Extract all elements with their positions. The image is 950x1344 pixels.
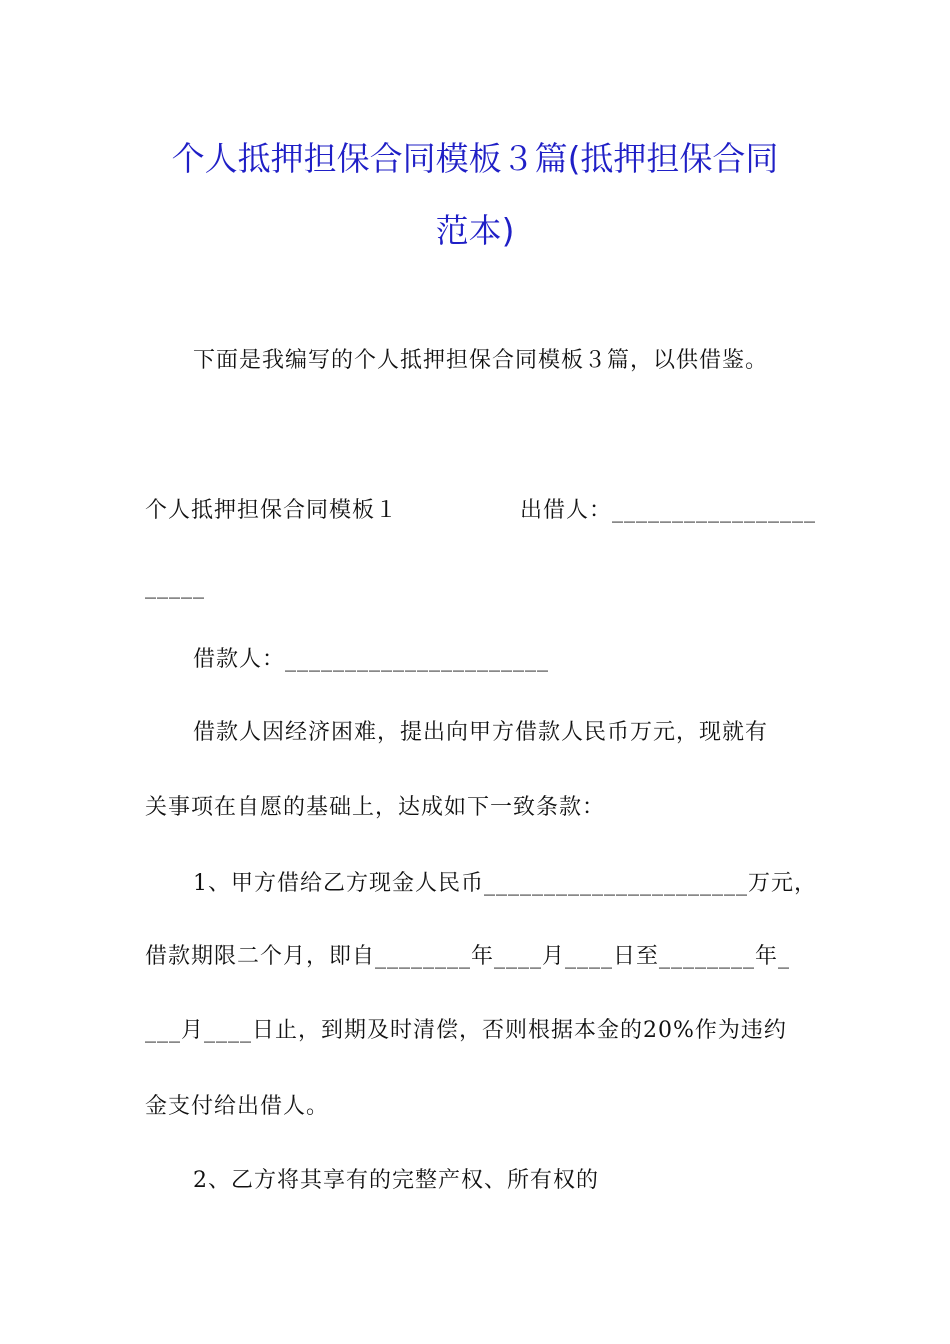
paragraph-1-line-1: 借款人因经济困难，提出向甲方借款人民币万元，现就有 bbox=[193, 720, 769, 745]
clause-2-line-1: 2、乙方将其享有的完整产权、所有权的 bbox=[193, 1168, 599, 1193]
intro-text: 下面是我编写的个人抵押担保合同模板３篇，以供借鉴。 bbox=[193, 348, 769, 373]
document-title-line-2: 范本) bbox=[435, 211, 515, 250]
paragraph-1-line-2: 关事项在自愿的基础上，达成如下一致条款： bbox=[145, 795, 606, 820]
clause-1-line-2: 借款期限二个月，即自________年____月____日至________年_ bbox=[145, 944, 791, 969]
document-title-line-1: 个人抵押担保合同模板３篇(抵押担保合同 bbox=[171, 139, 779, 178]
borrower-field-line: 借款人：______________________ bbox=[193, 647, 550, 672]
clause-1-line-4: 金支付给出借人。 bbox=[145, 1094, 330, 1119]
lender-field-line-continued: _____ bbox=[145, 574, 205, 599]
lender-field-line: 出借人：_________________ bbox=[520, 498, 817, 523]
clause-1-line-1: 1、甲方借给乙方现金人民币______________________万元， bbox=[193, 871, 817, 896]
clause-1-line-3: ___月____日止，到期及时清偿，否则根据本金的20%作为违约 bbox=[145, 1018, 787, 1043]
section-heading: 个人抵押担保合同模板１ bbox=[145, 498, 399, 523]
